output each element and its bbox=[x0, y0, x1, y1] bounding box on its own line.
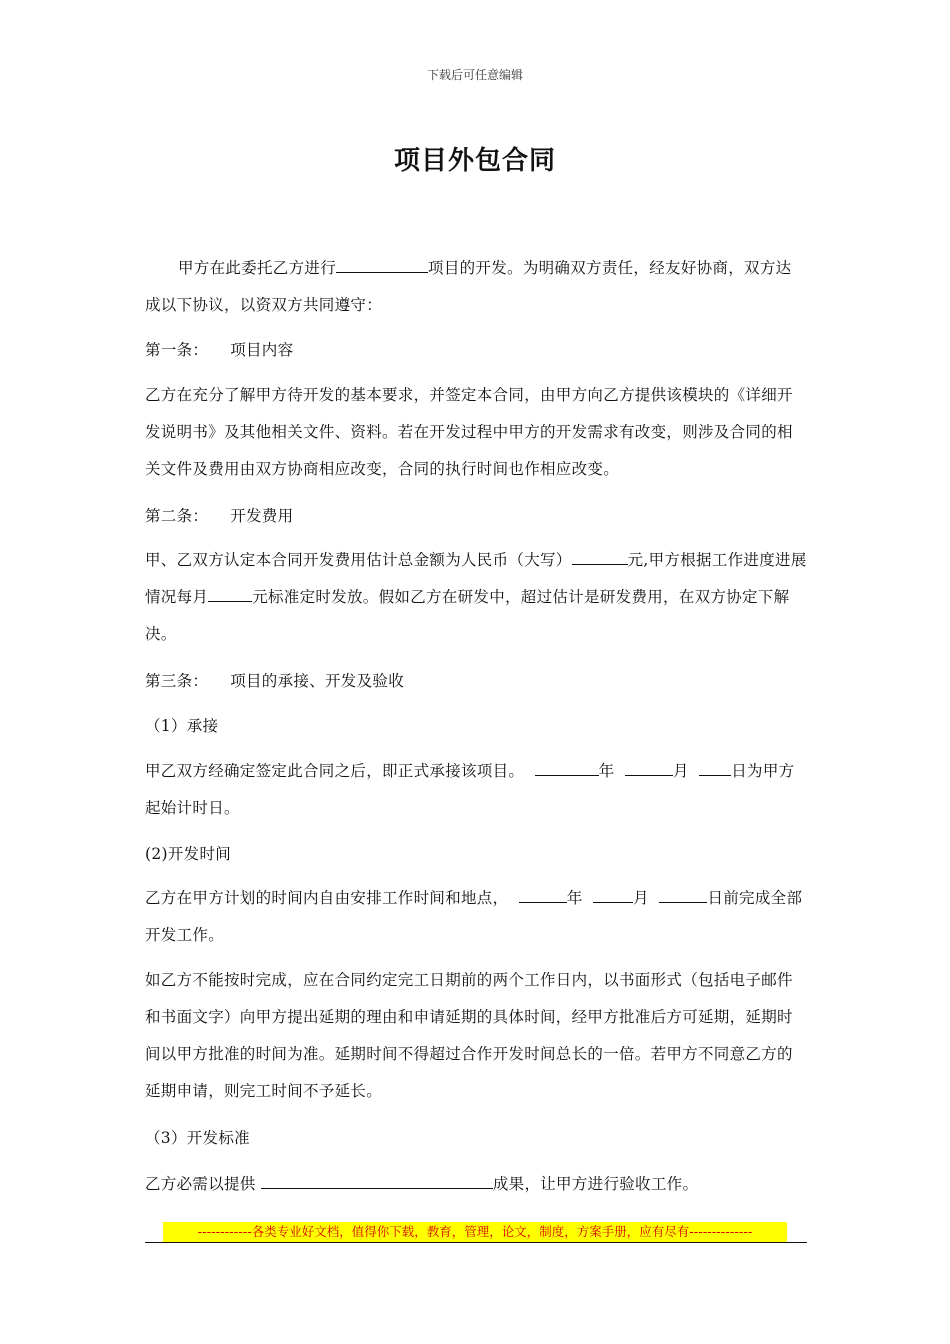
start-month-blank bbox=[625, 759, 673, 776]
end-month-label: 月 bbox=[633, 889, 649, 907]
start-day-blank bbox=[699, 759, 731, 776]
sub-2-text-1: 乙方在甲方计划的时间内自由安排工作时间和地点， bbox=[145, 889, 509, 907]
sub-3-title: （3）开发标准 bbox=[145, 1129, 250, 1147]
sub-1-title: （1）承接 bbox=[145, 717, 219, 735]
end-day-label: 日前完成全部开发工作。 bbox=[145, 889, 803, 944]
intro-text-2: 项目的开发。为明确双方责任，经友好协商，双方达成以下协议，以资双方共同遵守： bbox=[145, 259, 792, 314]
article-2-text-2: 元,甲方根据工作进度进展情况每月 bbox=[145, 551, 807, 606]
project-name-blank bbox=[336, 256, 428, 273]
sub-1-text-1: 甲乙双方经确定签定此合同之后，即正式承接该项目。 bbox=[145, 762, 525, 780]
end-day-blank bbox=[659, 886, 707, 903]
article-3-title: 项目的承接、开发及验收 bbox=[230, 672, 405, 690]
article-2-title: 开发费用 bbox=[230, 507, 294, 525]
footer-divider bbox=[145, 1242, 807, 1243]
end-year-blank bbox=[519, 886, 567, 903]
article-3-label: 第三条： bbox=[145, 672, 209, 690]
sub-3-text-2: 成果，让甲方进行验收工作。 bbox=[492, 1175, 699, 1193]
document-title: 项目外包合同 bbox=[393, 146, 556, 176]
monthly-amount-blank bbox=[208, 585, 252, 602]
sub-2-title: (2)开发时间 bbox=[145, 845, 232, 863]
sub-2-delay-text: 如乙方不能按时完成，应在合同约定完工日期前的两个工作日内，以书面形式（包括电子邮件和书面文字）向甲方提出延期的理由和申请延期的具体时间，经甲方批准后方可延期，延期时间以甲方批准的时间为准。延期时间不得超过合作开发时间总长的一倍。若甲方不同意乙方的延期申请，则完工时间不予延长。 bbox=[145, 971, 793, 1100]
sub-2-text bbox=[145, 880, 807, 954]
article-1-text: 乙方在充分了解甲方待开发的基本要求，并签定本合同，由甲方向乙方提供该模块的《详细开发说明书》及其他相关文件、资料。若在开发过程中甲方的开发需求有改变，则涉及合同的相关文件及费用由双方协商相应改变，合同的执行时间也作相应改变。 bbox=[145, 386, 793, 478]
article-2-text bbox=[145, 542, 807, 653]
intro-paragraph bbox=[145, 250, 807, 324]
article-2-heading bbox=[145, 498, 807, 535]
article-2-label: 第二条： bbox=[145, 507, 209, 525]
header-note: 下载后可任意编辑 bbox=[426, 68, 523, 82]
total-amount-blank bbox=[572, 548, 628, 565]
article-1-title: 项目内容 bbox=[230, 341, 294, 359]
article-1-label: 第一条： bbox=[145, 341, 209, 359]
start-year-blank bbox=[535, 759, 599, 776]
start-day-label: 日为甲方起始计时日。 bbox=[145, 762, 795, 817]
article-3-heading bbox=[145, 663, 807, 700]
footer-banner: ------------各类专业好文档，值得你下载，教育，管理，论文，制度，方案手册，应有尽有-------------- bbox=[163, 1222, 787, 1242]
sub-3-text-1: 乙方必需以提供 bbox=[145, 1175, 256, 1193]
article-2-text-3: 元标准定时发放。假如乙方在研发中，超过估计是研发费用，在双方协定下解决。 bbox=[145, 588, 790, 643]
sub-1-text bbox=[145, 753, 807, 827]
end-month-blank bbox=[593, 886, 633, 903]
start-month-label: 月 bbox=[672, 762, 689, 780]
article-1-heading bbox=[145, 332, 807, 369]
sub-3-text bbox=[145, 1166, 807, 1203]
intro-text-1: 甲方在此委托乙方进行 bbox=[178, 259, 337, 277]
article-2-text-1: 甲、乙双方认定本合同开发费用估计总金额为人民币（大写） bbox=[145, 551, 572, 569]
start-year-label: 年 bbox=[598, 762, 615, 780]
end-year-label: 年 bbox=[566, 889, 583, 907]
deliverable-blank bbox=[261, 1172, 493, 1189]
